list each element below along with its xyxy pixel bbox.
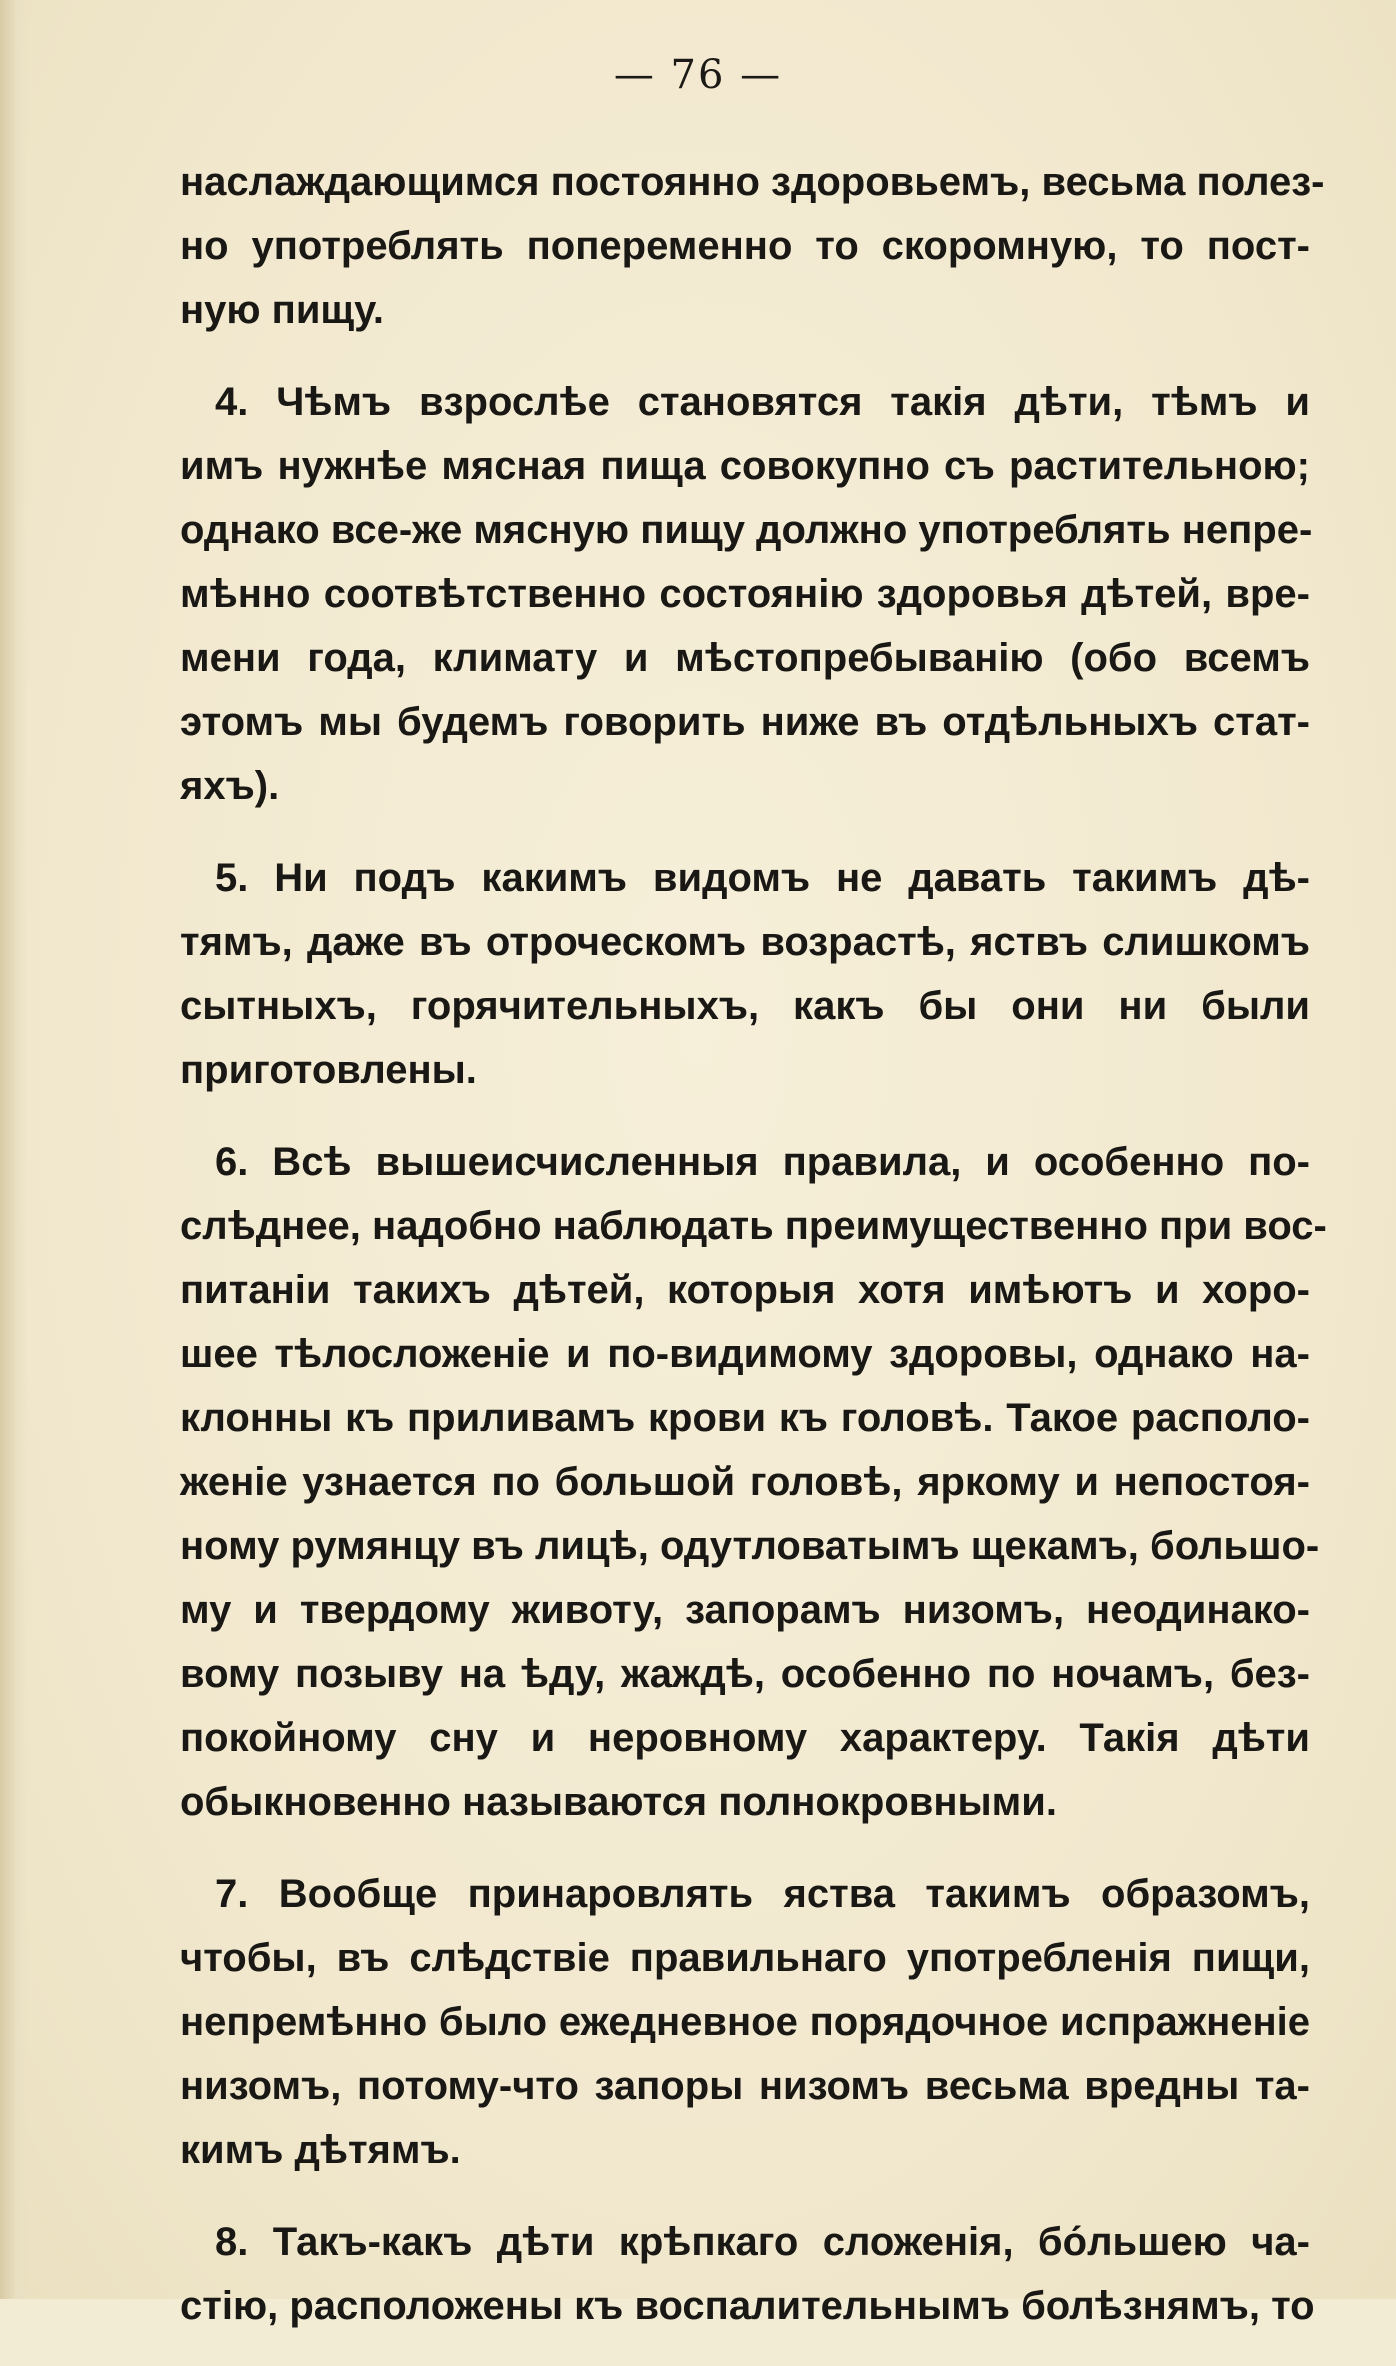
paragraph-4 xyxy=(180,370,1313,818)
text-line: сытныхъ, горячительныхъ, какъ бы они ни были xyxy=(180,984,1310,1028)
text-line: мѣнно соотвѣтственно состоянію здоровья дѣтей, вре- xyxy=(180,572,1310,616)
page-gutter-shadow xyxy=(0,0,28,2299)
text-line: этомъ мы будемъ говорить ниже въ отдѣльныхъ стат- xyxy=(180,700,1310,744)
text-line: 7. Вообще принаровлять яства такимъ образомъ, xyxy=(215,1872,1310,1916)
text-line: женіе узнается по большой головѣ, яркому и непостоя- xyxy=(180,1460,1310,1504)
text-line: яхъ). xyxy=(180,764,280,808)
text-line: ному румянцу въ лицѣ, одутловатымъ щекамъ, большо- xyxy=(180,1524,1320,1568)
text-line: му и твердому животу, запорамъ низомъ, неодинако- xyxy=(180,1588,1310,1632)
text-line: клонны къ приливамъ крови къ головѣ. Такое располо- xyxy=(180,1396,1310,1440)
text-line: ную пищу. xyxy=(180,288,385,332)
text-line: 4. Чѣмъ взрослѣе становятся такія дѣти, тѣмъ и xyxy=(215,380,1310,424)
text-line: 5. Ни подъ какимъ видомъ не давать такимъ дѣ- xyxy=(215,856,1310,900)
page-number: — 76 — xyxy=(613,52,783,98)
paragraph-6 xyxy=(180,1130,1327,1834)
text-line: питаніи такихъ дѣтей, которыя хотя имѣютъ и хоро- xyxy=(180,1268,1310,1312)
text-line: низомъ, потому-что запоры низомъ весьма вредны та- xyxy=(180,2064,1310,2108)
text-line: непремѣнно было ежедневное порядочное испражненіе xyxy=(180,2000,1310,2044)
paragraph-8 xyxy=(180,2210,1315,2338)
text-line: мени года, климату и мѣстопребыванію (обо всемъ xyxy=(180,636,1310,680)
text-line: чтобы, въ слѣдствіе правильнаго употребленія пищи, xyxy=(180,1936,1310,1980)
text-line: обыкновенно называются полнокровными. xyxy=(180,1780,1057,1824)
text-line: приготовлены. xyxy=(180,1048,477,1092)
text-line: но употреблять попеременно то скоромную, то пост- xyxy=(180,224,1310,268)
text-line: тямъ, даже въ отроческомъ возрастѣ, яствъ слишкомъ xyxy=(180,920,1310,964)
text-line: шее тѣлосложеніе и по-видимому здоровы, однако на- xyxy=(180,1332,1310,1376)
text-line: имъ нужнѣе мясная пища совокупно съ растительною; xyxy=(180,444,1310,488)
text-line: наслаждающимся постоянно здоровьемъ, весьма полез- xyxy=(180,160,1325,204)
paragraph-7 xyxy=(180,1862,1310,2182)
body-text xyxy=(180,150,1327,2366)
text-line: кимъ дѣтямъ. xyxy=(180,2128,461,2172)
text-line: 6. Всѣ вышеисчисленныя правила, и особенно по- xyxy=(215,1140,1310,1184)
text-line: слѣднее, надобно наблюдать преимущественно при вос- xyxy=(180,1204,1327,1248)
text-line: стію, расположены къ воспалительнымъ болѣзнямъ, то xyxy=(180,2284,1315,2328)
text-line: вому позыву на ѣду, жаждѣ, особенно по ночамъ, без- xyxy=(180,1652,1310,1696)
paragraph-continuation xyxy=(180,150,1325,342)
text-line: однако все-же мясную пищу должно употреблять непре- xyxy=(180,508,1313,552)
text-line: покойному сну и неровному характеру. Такія дѣти xyxy=(180,1716,1310,1760)
paragraph-5 xyxy=(180,846,1310,1102)
text-line: 8. Такъ-какъ дѣти крѣпкаго сложенія, бо́льшею ча- xyxy=(215,2220,1310,2264)
